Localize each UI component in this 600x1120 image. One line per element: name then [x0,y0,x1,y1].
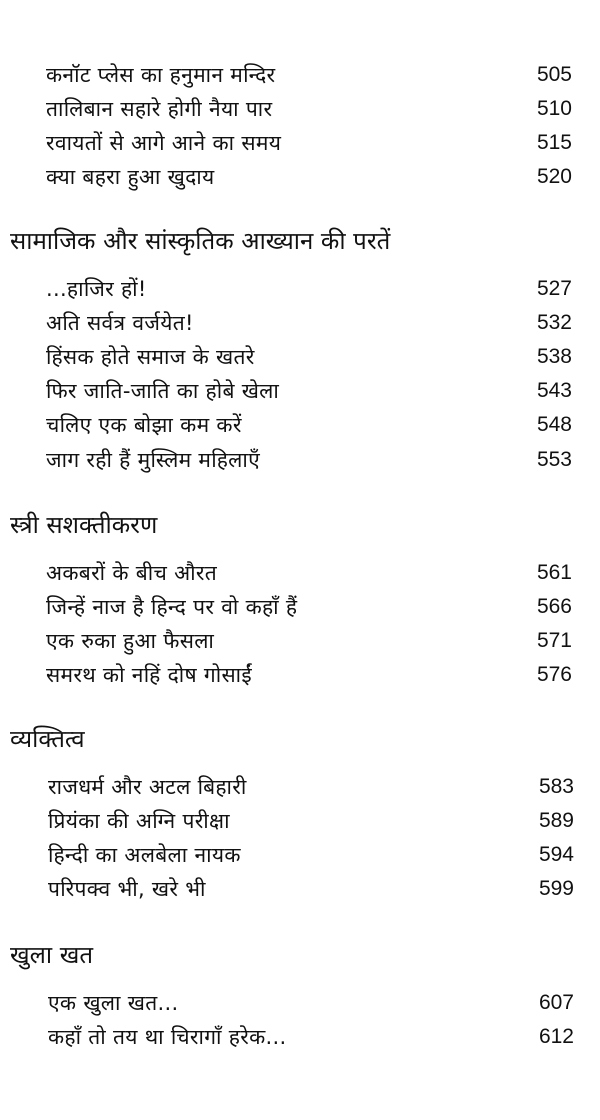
toc-entry-title: प्रियंका की अग्नि परीक्षा [48,809,230,833]
toc-entry[interactable] [46,443,572,477]
section-heading: स्त्री सशक्तीकरण [10,511,158,539]
toc-entry[interactable] [48,1020,574,1054]
toc-entry-page: 583 [538,775,574,798]
toc-entry-page: 520 [536,165,572,188]
toc-entry[interactable] [48,872,574,906]
toc-entry-title: परिपक्व भी, खरे भी [48,877,206,901]
toc-entry-page: 607 [538,991,574,1014]
toc-entry-title: अति सर्वत्र वर्जयेत! [46,311,194,335]
toc-entry-title: राजधर्म और अटल बिहारी [48,775,247,799]
toc-entry[interactable] [46,590,572,624]
toc-entry[interactable] [46,374,572,408]
toc-entry-title: कनॉट प्लेस का हनुमान मन्दिर [46,63,276,87]
toc-entry[interactable] [46,306,572,340]
toc-entry-title: कहाँ तो तय था चिरागाँ हरेक... [48,1025,287,1049]
toc-entry[interactable] [46,126,572,160]
toc-entry-page: 543 [536,379,572,402]
toc-entry[interactable] [46,408,572,442]
toc-entry-page: 527 [536,277,572,300]
toc-entry-title: तालिबान सहारे होगी नैया पार [46,97,273,121]
toc-entry[interactable] [46,624,572,658]
toc-entry[interactable] [46,272,572,306]
toc-entry-page: 505 [536,63,572,86]
toc-entry-title: क्या बहरा हुआ खुदाय [46,165,215,189]
toc-entry[interactable] [46,160,572,194]
toc-entry[interactable] [48,804,574,838]
toc-entry-title: फिर जाति-जाति का होबे खेला [46,379,280,403]
toc-entry-title: अकबरों के बीच औरत [46,561,218,585]
toc-entry[interactable] [48,986,574,1020]
toc-entry-page: 553 [536,448,572,471]
section-heading: खुला खत [10,941,94,969]
toc-entry[interactable] [46,92,572,126]
toc-entry-title: रवायतों से आगे आने का समय [46,131,282,155]
toc-entry-page: 532 [536,311,572,334]
toc-entry-title: एक खुला खत... [48,991,179,1015]
toc-entry-page: 515 [536,131,572,154]
toc-entry-page: 594 [538,843,574,866]
toc-entry-page: 576 [536,663,572,686]
toc-entry-page: 599 [538,877,574,900]
toc-entry-page: 548 [536,413,572,436]
toc-entry-page: 566 [536,595,572,618]
toc-entry-title: हिन्दी का अलबेला नायक [48,843,241,867]
toc-entry[interactable] [46,658,572,692]
toc-entry-page: 571 [536,629,572,652]
toc-entry[interactable] [46,340,572,374]
toc-entry-title: जाग रही हैं मुस्लिम महिलाएँ [46,448,261,472]
toc-entry-page: 510 [536,97,572,120]
section-heading: व्यक्तित्व [10,725,85,753]
toc-entry-page: 561 [536,561,572,584]
toc-entry-title: चलिए एक बोझा कम करें [46,413,242,437]
toc-entry[interactable] [46,58,572,92]
section-heading: सामाजिक और सांस्कृतिक आख्यान की परतें [10,227,391,255]
toc-entry-title: समरथ को नहिं दोष गोसाईं [46,663,253,687]
toc-entry-page: 538 [536,345,572,368]
toc-entry-title: ...हाजिर हों! [46,277,147,301]
toc-entry-page: 612 [538,1025,574,1048]
toc-entry[interactable] [48,770,574,804]
toc-entry-page: 589 [538,809,574,832]
toc-entry-title: जिन्हें नाज है हिन्द पर वो कहाँ हैं [46,595,298,619]
toc-entry-title: एक रुका हुआ फैसला [46,629,215,653]
toc-entry[interactable] [48,838,574,872]
toc-entry[interactable] [46,556,572,590]
toc-entry-title: हिंसक होते समाज के खतरे [46,345,255,369]
